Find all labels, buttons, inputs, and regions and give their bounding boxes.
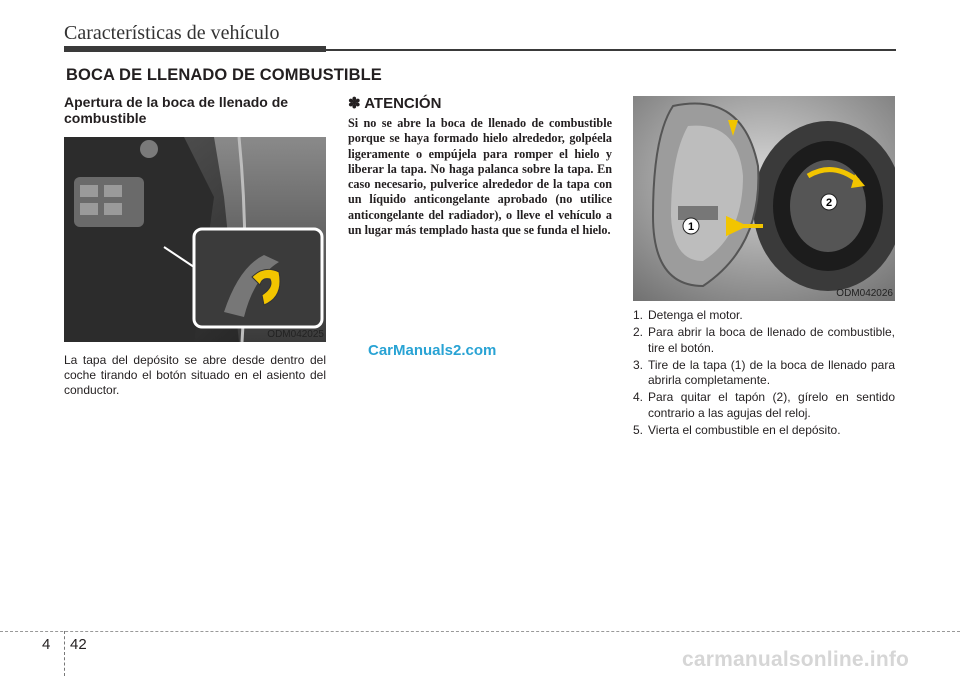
door-release-photo <box>64 137 326 342</box>
footer-rule <box>0 631 960 632</box>
image-caption: ODM042026 <box>836 288 893 299</box>
label-2: 2 <box>825 197 833 209</box>
step-item: 5. Vierta el combustible en el depósito. <box>633 422 841 437</box>
attention-label: ATENCIÓN <box>364 95 442 112</box>
label-1: 1 <box>687 221 695 233</box>
site-watermark[interactable]: carmanualsonline.info <box>682 648 910 671</box>
image-caption: ODM042025 <box>267 329 324 340</box>
step-item: 1. Detenga el motor. <box>633 308 743 322</box>
header-bar <box>64 46 326 52</box>
step-item: 3. Tire de la tapa (1) de la boca de llenado para abrirla completamente. <box>633 357 895 387</box>
step-item: 2. Para abrir la boca de llenado de combustible, tire el botón. <box>633 325 895 355</box>
header-rule <box>326 49 896 51</box>
asterisk-icon: ✽ <box>348 95 361 112</box>
header-title: Características de vehículo <box>64 22 280 44</box>
fuel-door-photo <box>633 96 895 301</box>
attention-text: Si no se abre la boca de llenado de combustible porque se haya formado hielo alrededor, golpéela ligeramente o empújela para romper el hielo y liberar la tapa. No haga palanca sobre la tapa. En caso necesario, pulverice alrededor de la tapa con un líquido anticongelante aprobado (no utilice anticongelante del radiador), o lleve el vehículo a un lugar más templado hasta que se funda el hielo. <box>348 116 612 238</box>
section-title: BOCA DE LLENADO DE COMBUSTIBLE <box>66 66 382 84</box>
footer-divider <box>64 631 65 676</box>
step-item: 4. Para quitar el tapón (2), gírelo en sentido contrario a las agujas del reloj. <box>633 390 895 420</box>
steps-list <box>633 308 895 440</box>
attention-title <box>348 94 441 112</box>
chapter-number: 4 <box>42 636 51 653</box>
watermark-link[interactable]: CarManuals2.com <box>368 342 497 359</box>
page-number: 42 <box>70 636 87 653</box>
body-paragraph: La tapa del depósito se abre desde dentro del coche tirando el botón situado en el asiento del conductor. <box>64 353 326 397</box>
subsection-heading: Apertura de la boca de llenado de combustible <box>64 94 289 126</box>
